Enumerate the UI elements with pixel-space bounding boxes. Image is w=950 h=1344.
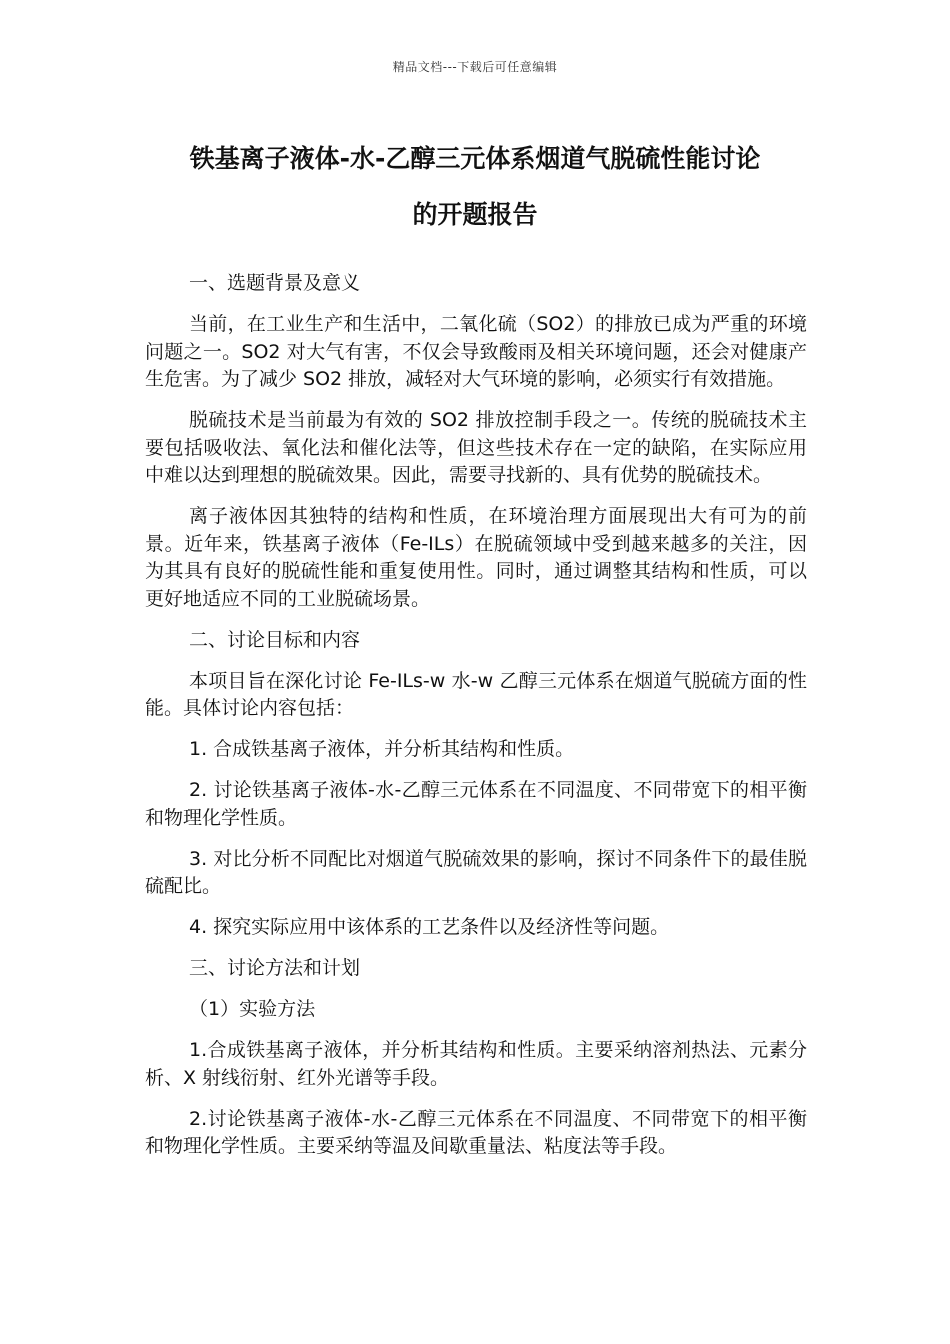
list-item-4: 4. 探究实际应用中该体系的工艺条件以及经济性等问题。	[189, 916, 670, 938]
method-item-1: 1.合成铁基离子液体，并分析其结构和性质。主要采纳溶剂热法、元素分析、X 射线衍射、红外光谱等手段。	[145, 1039, 807, 1089]
subsection-heading-experiment: （1）实验方法	[189, 998, 316, 1020]
document-title-line-2: 的开题报告	[412, 200, 538, 229]
list-item-3: 3. 对比分析不同配比对烟道气脱硫效果的影响，探讨不同条件下的最佳脱硫配比。	[145, 847, 807, 897]
paragraph-ionic-liquids: 离子液体因其独特的结构和性质，在环境治理方面展现出大有可为的前景。近年来，铁基离子液体（Fe-ILs）在脱硫领域中受到越来越多的关注，因为其具有良好的脱硫性能和重复使用性。同时，通过调整其结构和性质，可以更好地适应不同的工业脱硫场景。	[145, 505, 807, 610]
list-item-1: 1. 合成铁基离子液体，并分析其结构和性质。	[189, 738, 575, 760]
document-body	[145, 270, 807, 1174]
section-heading-goals: 二、讨论目标和内容	[189, 628, 361, 651]
list-item-2: 2. 讨论铁基离子液体-水-乙醇三元体系在不同温度、不同带宽下的相平衡和物理化学性质。	[145, 779, 807, 829]
paragraph-current-situation: 当前，在工业生产和生活中，二氧化硫（SO2）的排放已成为严重的环境问题之一。SO2 对大气有害，不仅会导致酸雨及相关环境问题，还会对健康产生危害。为了减少 SO2 排放，减轻对大气环境的影响，必须实行有效措施。	[145, 313, 807, 390]
section-heading-background: 一、选题背景及意义	[189, 272, 361, 294]
document-title-line-1: 铁基离子液体-水-乙醇三元体系烟道气脱硫性能讨论	[189, 144, 761, 173]
section-heading-methods: 三、讨论方法和计划	[189, 957, 361, 979]
method-item-2: 2.讨论铁基离子液体-水-乙醇三元体系在不同温度、不同带宽下的相平衡和物理化学性质。主要采纳等温及间歇重量法、粘度法等手段。	[145, 1107, 807, 1157]
header-note: 精品文档---下载后可任意编辑	[392, 60, 558, 74]
paragraph-desulfurization-tech: 脱硫技术是当前最为有效的 SO2 排放控制手段之一。传统的脱硫技术主要包括吸收法、氧化法和催化法等，但这些技术存在一定的缺陷，在实际应用中难以达到理想的脱硫效果。因此，需要寻找新的、具有优势的脱硫技术。	[145, 409, 807, 486]
paragraph-project-aim: 本项目旨在深化讨论 Fe-ILs-w 水-w 乙醇三元体系在烟道气脱硫方面的性能。具体讨论内容包括：	[145, 669, 807, 719]
